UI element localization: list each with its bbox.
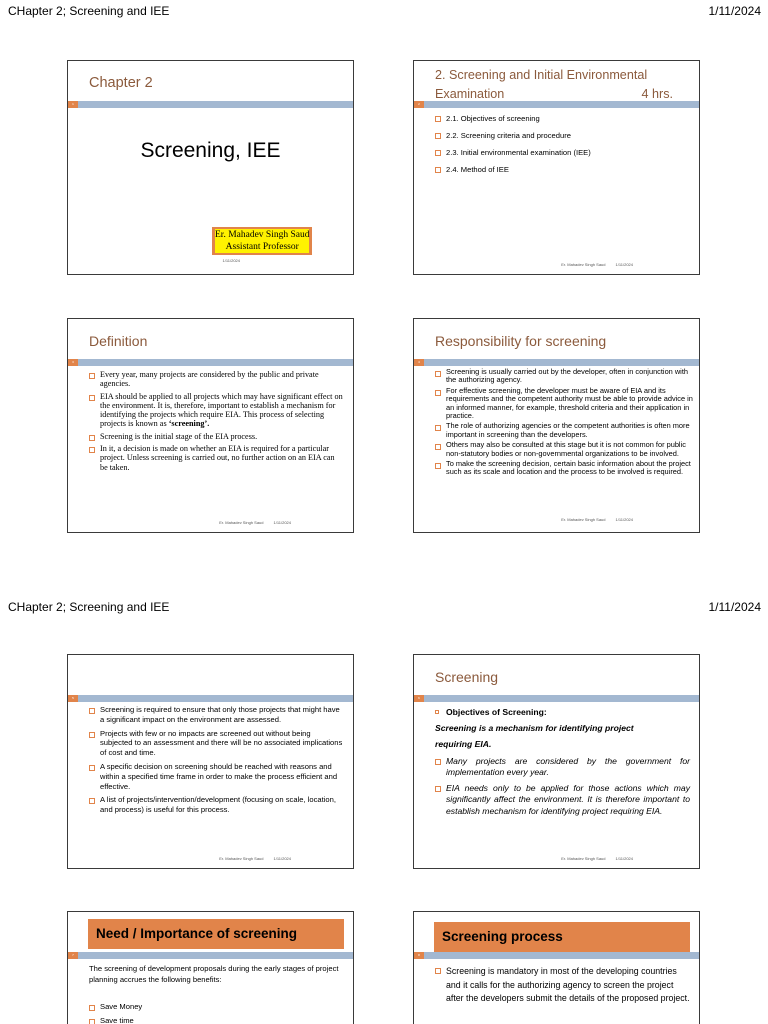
page-header-date: 1/11/2024 xyxy=(708,4,761,18)
objectives-heading: Objectives of Screening: xyxy=(446,707,547,717)
slide-footer: Er. Mahadev Singh Saud 1/11/2024 xyxy=(561,856,633,861)
list-item: 2.1. Objectives of screening xyxy=(435,113,690,124)
list-item: Screening is required to ensure that only those projects that might have a significant impact on the environment are assessed. xyxy=(89,705,344,725)
slide-number: 8 xyxy=(414,952,424,959)
slide-number: 1 xyxy=(68,101,78,108)
slide-title: Responsibility for screening xyxy=(435,333,607,349)
list-item: For effective screening, the developer must be aware of EIA and its requirements and the competent authority must be able to provide advice in an informed manner, for example, threshold criteria and their application in practice. xyxy=(435,387,695,421)
slide-number: 7 xyxy=(68,952,78,959)
list-item: EIA should be applied to all projects which may have significant effect on the environment. It is, therefore, important to establish a mechanism for identifying the projects which require EIA. This process of selecting projects is known as ‘screening’. xyxy=(89,392,344,429)
list-item: In it, a decision is made on whether an EIA is required for a particular project. Unless screening is carried out, no further action on an EIA can be taken. xyxy=(89,444,344,472)
slide-divider xyxy=(414,359,699,366)
need-intro: The screening of development proposals during the early stages of project planning accrues the following benefits: xyxy=(89,964,339,984)
screening-objectives xyxy=(435,707,690,820)
slide-divider xyxy=(68,695,353,702)
list-item: EIA needs only to be applied for those actions which may significantly affect the environment. It is therefore important to establish mechanism for identifying project requiring EIA. xyxy=(435,783,690,818)
list-item: To make the screening decision, certain basic information about the project such as its scale and location and the process to be involved is required. xyxy=(435,460,695,477)
slide-title: Chapter 2 xyxy=(89,75,153,91)
screening-list xyxy=(89,705,344,818)
slide-number: 4 xyxy=(414,359,424,366)
list-item: A list of projects/intervention/development (focusing on scale, location, and process) is useful for this process. xyxy=(89,795,344,815)
list-item: Screening is usually carried out by the developer, often in conjunction with the authorizing agency. xyxy=(435,368,695,385)
slide-number: 6 xyxy=(414,695,424,702)
slide-footer: Er. Mahadev Singh Saud 1/11/2024 xyxy=(561,517,633,522)
topic-list xyxy=(435,113,690,178)
mechanism-line: requiring EIA. xyxy=(435,739,492,749)
list-item: Every year, many projects are considered by the public and private agencies. xyxy=(89,370,344,389)
slide-7 xyxy=(67,911,354,1024)
list-item: 2.4. Method of IEE xyxy=(435,164,690,175)
list-item: A specific decision on screening should be reached with reasons and within a specified time frame in order to make the process efficient and effective. xyxy=(89,762,344,791)
process-list xyxy=(435,965,690,1009)
slide-footer: Er. Mahadev Singh Saud 1/11/2024 xyxy=(219,520,291,525)
list-item: The role of authorizing agencies or the competent authorities is often more important in screening than the developers. xyxy=(435,422,695,439)
list-item: Save Money xyxy=(89,1002,344,1013)
list-item: Screening is mandatory in most of the developing countries and it calls for the authorizing agency to screen the project after the developers submit the details of the proposed project. xyxy=(435,965,690,1006)
page-header-title: CHapter 2; Screening and IEE xyxy=(8,4,170,18)
bold-term: ‘screening’. xyxy=(168,419,210,429)
slide-1 xyxy=(67,60,354,275)
list-item: Projects with few or no impacts are screened out without being subjected to an assessment and there will be no associated implications of cost and time. xyxy=(89,729,344,758)
list-item: Many projects are considered by the government for implementation every year. xyxy=(435,756,690,779)
slide-hours: 4 hrs. xyxy=(641,87,673,101)
slide-footer: Er. Mahadev Singh Saud 1/11/2024 xyxy=(561,262,633,267)
slide-title: Screening xyxy=(435,669,499,685)
slide-5 xyxy=(67,654,354,869)
slide-title: Screening process xyxy=(434,922,690,952)
author-name: Er. Mahadev Singh Saud xyxy=(215,230,310,240)
definition-list xyxy=(89,370,344,475)
slide-divider xyxy=(414,695,699,702)
slide-2 xyxy=(413,60,700,275)
list-item: Others may also be consulted at this stage but it is not common for public non-statutory bodies or non-governmental organizations to be involved. xyxy=(435,441,695,458)
slide-title: Definition xyxy=(89,333,148,349)
page-header-date: 1/11/2024 xyxy=(708,600,761,614)
slide-8 xyxy=(413,911,700,1024)
mechanism-line: Screening is a mechanism for identifying project xyxy=(435,722,634,733)
author-block xyxy=(212,227,312,255)
benefit-list xyxy=(89,1002,344,1024)
author-role: Assistant Professor xyxy=(215,241,309,253)
page-header xyxy=(0,0,768,20)
list-item: 2.3. Initial environmental examination (IEE) xyxy=(435,147,690,158)
slide-3 xyxy=(67,318,354,533)
slide-divider xyxy=(68,101,353,108)
slide-divider xyxy=(414,952,699,959)
page-header-title: CHapter 2; Screening and IEE xyxy=(8,600,170,614)
slide-divider xyxy=(414,101,699,108)
list-item: Screening is the initial stage of the EIA process. xyxy=(89,432,344,441)
slide-date: 1/11/2024 xyxy=(222,258,240,263)
slide-6 xyxy=(413,654,700,869)
slide-4 xyxy=(413,318,700,533)
slide-number: 2 xyxy=(414,101,424,108)
list-item: Save time xyxy=(89,1016,344,1024)
responsibility-list xyxy=(435,368,695,480)
slide-divider xyxy=(68,359,353,366)
slide-title: Need / Importance of screening xyxy=(88,919,344,949)
slide-number: 5 xyxy=(68,695,78,702)
slide-title: 2. Screening and Initial Environmental Examination 4 hrs. xyxy=(435,66,695,104)
page-header xyxy=(0,596,768,616)
slide-heading: Screening, IEE xyxy=(140,139,281,162)
slide-divider xyxy=(68,952,353,959)
slide-footer: Er. Mahadev Singh Saud 1/11/2024 xyxy=(219,856,291,861)
slide-number: 3 xyxy=(68,359,78,366)
list-item: 2.2. Screening criteria and procedure xyxy=(435,130,690,141)
